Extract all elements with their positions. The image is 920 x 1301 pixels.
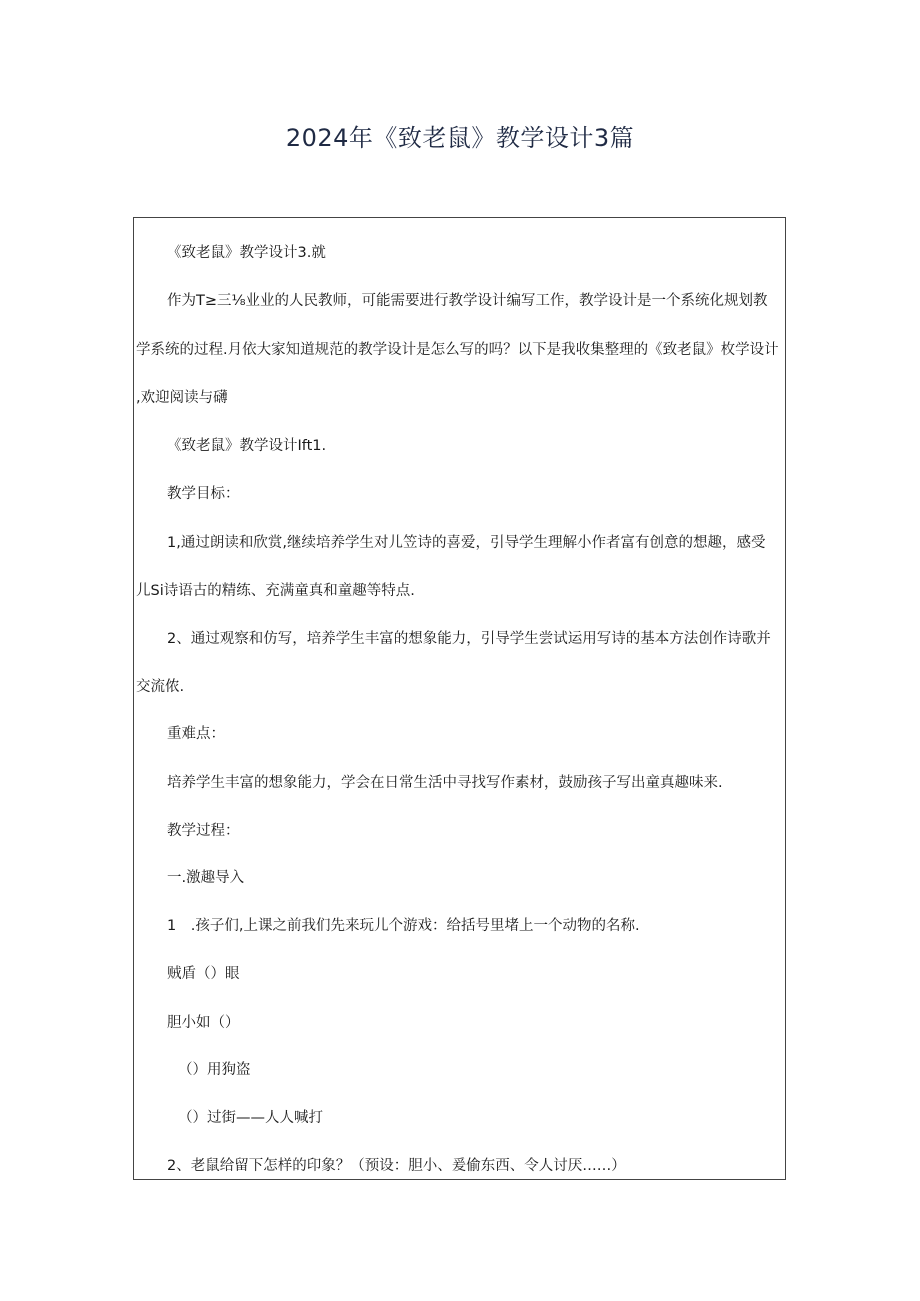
idiom-4: （）过街——人人喊打 <box>178 1110 323 1126</box>
idiom-3: （）用狗盗 <box>178 1062 251 1078</box>
goal-2-line-1: 2、通过观察和仿写，培养学生丰富的想象能力，引导学生尝试运用写诗的基本方法创作诗歌并 <box>167 631 771 647</box>
step-intro-heading: 一.激趣导入 <box>167 870 245 886</box>
goal-1-line-1: 1,通过朗读和欣赏,继续培养学生对儿笠诗的喜爱，引导学生理解小作者富有创意的想趣，感受 <box>167 535 766 551</box>
content-box <box>133 217 786 1180</box>
heading-design-1: 《致老鼠》教学设计Ift1. <box>167 438 327 454</box>
key-points-text: 培养学生丰富的想象能力，学会在日常生活中寻找写作素材，鼓励孩子写出童真趣味来. <box>167 775 723 791</box>
intro-line-2: 学系统的过程.月依大家知道规范的教学设计是怎么写的吗？以下是我收集整理的《致老鼠》枚学设计 <box>136 342 779 358</box>
step-2-text: 2、老鼠给留下怎样的印象？（预设：胆小、爰偷东西、令人讨厌……） <box>167 1158 626 1174</box>
goal-1-line-2: 儿Si诗语古的精练、充满童真和童趣等特点. <box>136 583 415 599</box>
section-teaching-goals: 教学目标： <box>167 486 240 502</box>
goal-2-line-2: 交流侬. <box>136 679 185 695</box>
step-1-text: 1 .孩子们,上课之前我们先来玩儿个游戏：给括号里堵上一个动物的名称. <box>167 918 640 934</box>
section-teaching-process: 教学过程： <box>167 823 240 839</box>
section-key-points: 重难点： <box>167 726 225 742</box>
document-title: 2024年《致老鼠》教学设计3篇 <box>285 124 635 152</box>
heading-design-3: 《致老鼠》教学设计3.就 <box>167 245 326 261</box>
intro-line-3: ,欢迎阅读与礴 <box>136 390 228 406</box>
intro-line-1: 作为T≥三⅛业业的人民教师，可能需要进行教学设计编写工作，教学设计是一个系统化规划教 <box>167 293 768 309</box>
idiom-2: 胆小如（） <box>167 1015 240 1031</box>
idiom-1: 贼盾（）眼 <box>167 966 240 982</box>
